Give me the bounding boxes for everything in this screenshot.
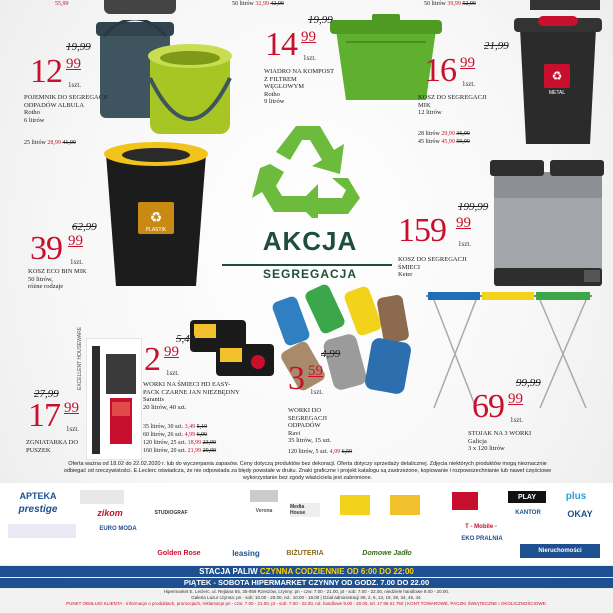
worki-seg-brand: Ravi <box>288 429 301 437</box>
top-bin-partial-right <box>530 0 600 10</box>
wiadro-old-price: 19,99 <box>308 14 333 26</box>
worki-hd-image <box>186 318 278 380</box>
wiadro-description <box>264 68 334 106</box>
eco-bin-extra: różne rodzaje <box>28 283 64 290</box>
wiadro-unit: 1szt. <box>303 54 317 62</box>
albula-price-dec: 99 <box>66 56 81 72</box>
eco-bin-price-int: 39 <box>30 230 62 267</box>
worki-hd-price-dec: 99 <box>164 344 179 360</box>
top-left-price: 55,99 <box>55 1 69 7</box>
svg-text:♻: ♻ <box>551 69 563 83</box>
stojak-name: STOJAK NA 3 WORKI <box>468 430 532 437</box>
worki-seg-size: 35 litrów, 15 szt. <box>288 437 332 444</box>
albula-unit: 1szt. <box>68 81 82 89</box>
store-info-line-3: PUNKT OBSŁUGI KLIENTA - Informacje o produktach, promocjach, reklamacje pn - czw: 7.00 - 21.00, pt - sob: 7.00 - 22.00, nd. handlowe 9.00 - 20.00, tel. 17 86 51 750 | KONT TOWAROWE, PACZKI ŚWIĄTECZNE I OKOLICZNOŚCIOWE: <box>66 601 547 606</box>
top-mid-price-row: 50 litrów 32,99 42,99 <box>232 1 284 7</box>
logo-tenant-2[interactable] <box>250 490 278 502</box>
logo-nieruchomosci[interactable]: Nieruchomości <box>520 544 600 558</box>
keter-brand: Keter <box>398 271 413 278</box>
zgniatarka-vertical-label: EXCELLENT HOUSEWARE <box>77 326 83 390</box>
logo-tenant-5[interactable] <box>452 492 478 510</box>
kosz-mik-price <box>424 52 476 89</box>
store-info-line-1: Hipermarket E. Leclerc, ul. Rejtana 65, 35-959 Rzeszów, czynny: pn - czw: 7.00 - 21.00, pt - sob: 7.00 - 22.00, niedziele handlowe 9.00 - 20.00. <box>163 589 450 594</box>
eco-bin-badge: PLASTIK <box>145 227 167 233</box>
worki-seg-row: 120 litrów, 5 szt. 4,99 6,59 <box>288 449 353 455</box>
kosz-mik-price-int: 16 <box>424 52 456 89</box>
logo-apteka[interactable]: APTEKA <box>19 491 57 501</box>
worki-hd-unit: 1szt. <box>166 369 180 377</box>
logo-golden-rose[interactable]: Golden Rose <box>157 549 201 557</box>
keter-old-price: 199,99 <box>458 201 489 213</box>
albula-price <box>30 53 82 90</box>
top-bin-partial-left <box>104 0 176 14</box>
stojak-description <box>468 430 558 453</box>
worki-hd-price-int: 2 <box>144 341 160 378</box>
stojak-size: 3 x 120 litrów <box>468 445 505 452</box>
logo-media-house[interactable]: Media House <box>290 503 320 517</box>
logo-studiograf[interactable]: STUDIOGRAF <box>154 510 188 516</box>
zgniatarka-price <box>28 397 80 434</box>
wiadro-brand: Rotho <box>264 90 280 98</box>
worki-hd-brand: Sarantis <box>143 396 164 403</box>
worki-hd-name: WORKI NA ŚMIECI HD EASY-PACK CZARNE JAN NIEZBĘDNY <box>143 381 240 396</box>
logo-domowe-jadlo[interactable]: Domowe Jadło <box>362 549 412 557</box>
eco-bin-price-dec: 99 <box>68 233 83 249</box>
logo-vero[interactable]: Verona <box>255 508 273 514</box>
albula-description <box>24 94 114 124</box>
svg-text:♻: ♻ <box>149 209 163 225</box>
albula-price-int: 12 <box>30 53 62 90</box>
logo-kantor[interactable]: KANTOR <box>515 510 541 516</box>
worki-hd-price <box>144 341 180 378</box>
keter-description <box>398 256 490 279</box>
logo-tmobile[interactable]: T - Mobile - <box>465 524 497 530</box>
wiadro-name: WIADRO NA KOMPOST Z FILTREM WĘGLOWYM <box>264 68 334 90</box>
zgniatarka-price-dec: 99 <box>64 400 79 416</box>
wiadro-price-dec: 99 <box>301 29 316 45</box>
worki-seg-old-price: 4,99 <box>321 348 341 360</box>
keter-image <box>488 158 608 290</box>
recycle-icon <box>248 118 368 218</box>
worki-seg-price-dec: 59 <box>308 363 323 379</box>
stojak-old-price: 99,99 <box>516 377 541 389</box>
keter-price <box>398 212 472 249</box>
eco-bin-description <box>28 268 98 291</box>
eco-bin-size: 50 litrów, <box>28 275 53 283</box>
keter-unit: 1szt. <box>458 240 472 248</box>
offer-disclaimer: Oferta ważna od 18.02 do 22.02.2020 r. lub do wyczerpania zapasów. Ceny dotyczą produktów bez dekoracji. Oferta dotyczy sprzedaży detalicznej. Zdjęcia niektórych produktów mogą nieznacznie odbiegać od rzeczywistości. E.Leclerc oświadcza, że nie odpowiada za błędy powstałe w druku. Znaki graficzne i projekt katalogu są zastrzeżone, kopiowanie i rozpowszechnianie lub nawet częściowe wykorzystanie bez zgody właściciela jest zabronione. <box>63 461 552 481</box>
keter-price-dec: 99 <box>456 215 471 231</box>
kosz-mik-badge: METAL <box>548 90 566 96</box>
worki-seg-description <box>288 407 358 445</box>
eco-bin-unit: 1szt. <box>70 258 84 266</box>
wiadro-size: 9 litrów <box>264 98 285 105</box>
logo-plus[interactable]: plus <box>565 490 587 502</box>
albula-old-price: 19,99 <box>66 41 91 53</box>
zgniatarka-price-int: 17 <box>28 397 60 434</box>
akcja-title: AKCJA <box>262 226 358 256</box>
stojak-price <box>472 388 524 425</box>
worki-hd-row-2: 60 litrów, 26 szt. 4,99 6,99 <box>143 432 208 438</box>
stojak-unit: 1szt. <box>510 416 524 424</box>
worki-seg-price-int: 3 <box>288 360 304 397</box>
worki-hd-row-3: 120 litrów, 25 szt. 18,99 23,99 <box>143 440 217 446</box>
kosz-mik-unit: 1szt. <box>462 80 476 88</box>
fuel-station-hours: CZYNNA CODZIENNIE OD 6:00 DO 22:00 <box>259 567 414 576</box>
keter-name: KOSZ DO SEGREGACJI ŚMIECI <box>398 256 467 271</box>
stojak-brand: Galicja <box>468 437 487 445</box>
logo-play[interactable]: PLAY <box>508 491 546 503</box>
worki-hd-size: 20 litrów, 40 szt. <box>143 403 187 411</box>
keter-price-int: 159 <box>398 212 446 249</box>
logo-tenant-4[interactable] <box>390 495 420 515</box>
kosz-mik-size: 12 litrów <box>418 109 442 116</box>
zgniatarka-description <box>26 439 86 454</box>
weekend-hours-bar: PIĄTEK - SOBOTA HIPERMARKET CZYNNY OD GODZ. 7.00 DO 22.00 <box>0 578 613 588</box>
logo-eko-pralnia[interactable]: EKO PRALNIA <box>461 536 503 542</box>
fuel-station-label: STACJA PALIW <box>199 567 258 576</box>
logo-okay[interactable]: OKAY <box>567 509 593 519</box>
worki-seg-price <box>288 360 324 397</box>
logo-tenant-1[interactable] <box>80 490 124 504</box>
logo-zikom[interactable]: zikom <box>97 508 123 518</box>
kosz-mik-old-price: 21,99 <box>484 40 509 52</box>
wiadro-price-int: 14 <box>265 26 297 63</box>
kosz-mik-image <box>508 14 608 149</box>
segregacja-title: SEGREGACJA <box>262 267 358 281</box>
top-right-price-row: 50 litrów 39,99 52,99 <box>424 1 476 7</box>
eco-bin-old-price: 62,99 <box>72 221 97 233</box>
albula-variant-row: 25 litrów 28,99 41,99 <box>24 140 76 146</box>
albula-name: POJEMNIK DO SEGREGACJI ODPADÓW ALBULA <box>24 94 108 109</box>
worki-hd-description <box>143 381 247 411</box>
albula-brand: Rotho <box>24 109 40 116</box>
eco-bin-image <box>96 140 216 290</box>
albula-size: 6 litrów <box>24 116 45 124</box>
zgniatarka-name: ZGNIATARKA DO PUSZEK <box>26 439 79 454</box>
kosz-mik-price-dec: 99 <box>460 55 475 71</box>
logo-prestige[interactable]: prestige <box>18 503 58 515</box>
akcja-divider <box>222 264 392 266</box>
logo-tenant-6[interactable] <box>8 524 76 538</box>
worki-hd-row-4: 160 litrów, 20 szt. 21,99 29,99 <box>143 448 217 454</box>
kosz-mik-var2: 45 litrów 45,99 59,99 <box>418 139 470 145</box>
store-info-line-2: Galeria Lazur czynna: pn - sob: 10.00 - 20.00, nd.: 10.00 - 18.00 | Dział administracji 06, 2, 6, 13, 19, 28, 34, 45, 44. <box>191 595 422 600</box>
worki-seg-name: WORKI DO SEGREGACJI ODPADÓW <box>288 407 328 429</box>
kosz-mik-var1: 28 litrów 29,99 36,99 <box>418 131 470 137</box>
stojak-price-dec: 99 <box>508 391 523 407</box>
zgniatarka-unit: 1szt. <box>66 425 80 433</box>
zgniatarka-old-price: 27,99 <box>34 388 59 400</box>
logo-euromoda[interactable]: EURO MODA <box>99 526 137 532</box>
store-info-bar <box>0 589 613 613</box>
worki-hd-row-1: 35 litrów, 30 szt. 3,49 5,19 <box>143 424 208 430</box>
logo-leasing[interactable]: leasing <box>232 548 260 558</box>
kosz-mik-description <box>418 94 498 117</box>
kosz-mik-name: KOSZ DO SEGREGACJI MIK <box>418 94 487 109</box>
eco-bin-name: KOSZ ECO BIN MIK <box>28 268 87 275</box>
wiadro-price <box>265 26 317 63</box>
logo-bizuteria[interactable]: BIŻUTERIA <box>286 549 324 557</box>
worki-seg-unit: 1szt. <box>310 388 324 396</box>
stojak-price-int: 69 <box>472 388 504 425</box>
logo-tenant-3[interactable] <box>340 495 370 515</box>
fuel-station-bar <box>0 566 613 577</box>
worki-hd-old-price: 5,49 <box>176 333 196 345</box>
zgniatarka-image <box>86 338 142 460</box>
eco-bin-price <box>30 230 84 267</box>
